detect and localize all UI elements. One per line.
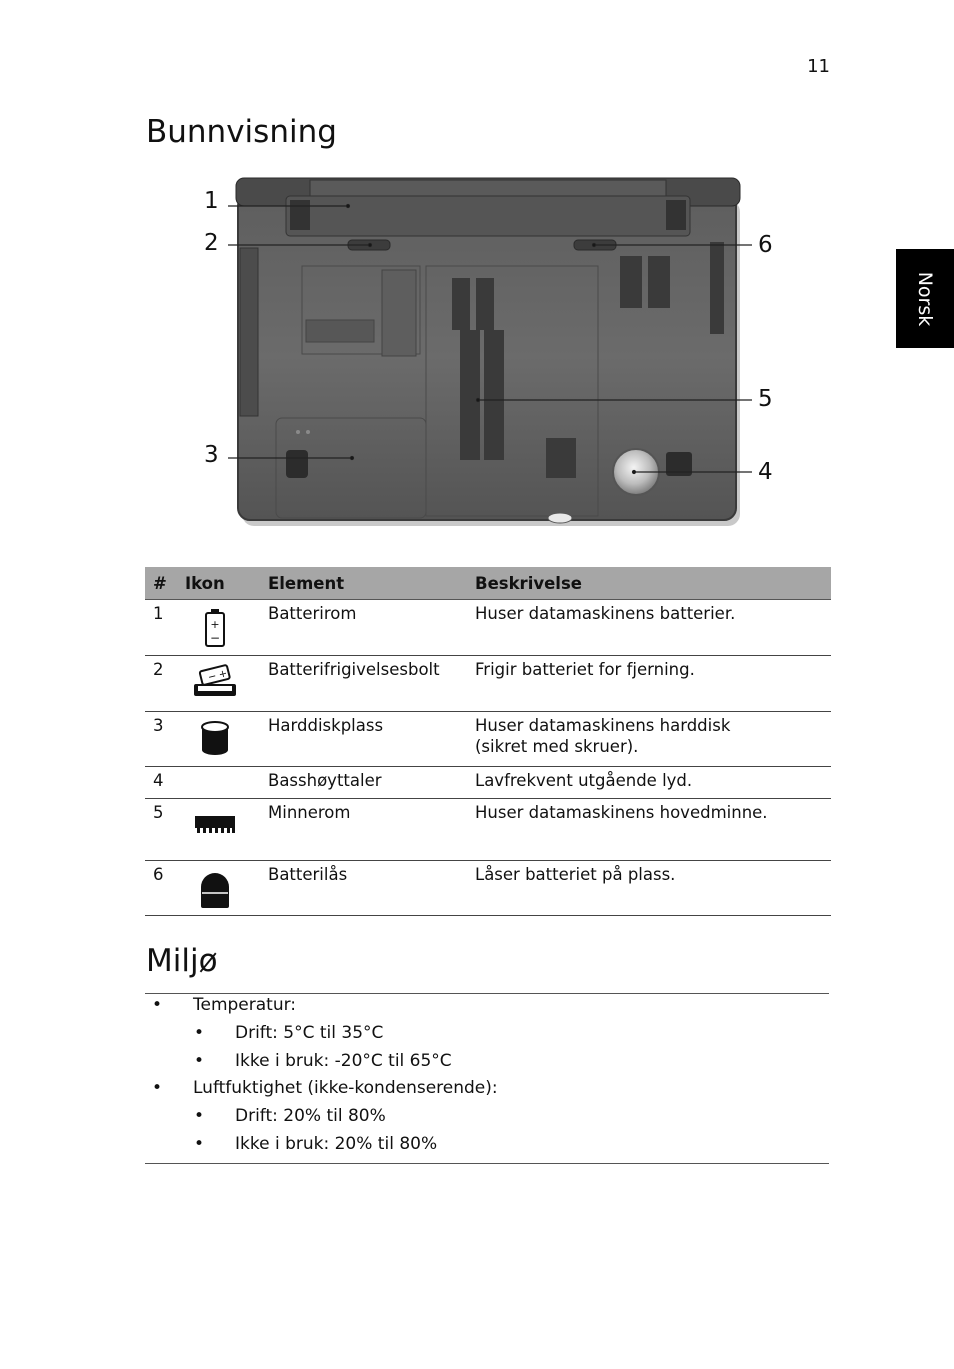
table-row: [145, 656, 831, 712]
row-element: Harddiskplass: [260, 712, 467, 767]
list-item: [235, 1134, 437, 1154]
row-number: 3: [145, 712, 185, 767]
svg-text:+: +: [217, 668, 229, 681]
list-item: [193, 1078, 498, 1098]
row-description-line-1: Huser datamaskinens harddisk: [475, 716, 731, 735]
language-side-tab: [896, 249, 954, 348]
list-item-text: Drift: 5°C til 35°C: [235, 1023, 384, 1043]
list-item-text: Ikke i bruk: -20°C til 65°C: [235, 1051, 452, 1071]
svg-text:−: −: [209, 631, 221, 645]
section-title-environment: Miljø: [146, 943, 218, 979]
svg-text:−: −: [206, 670, 218, 684]
row-description: Huser datamaskinens hovedminne.: [475, 803, 768, 822]
callout-3: 3: [204, 442, 219, 468]
battery-icon: [204, 608, 226, 648]
row-element: Minnerom: [260, 799, 467, 861]
divider-bottom: [145, 1163, 829, 1164]
hard-disk-icon: [200, 720, 230, 756]
row-icon-empty: [185, 767, 260, 799]
row-description: Låser batteriet på plass.: [475, 865, 676, 884]
row-description: Huser datamaskinens batterier.: [475, 604, 736, 623]
row-element: Basshøyttaler: [260, 767, 467, 799]
callout-2: 2: [204, 230, 219, 256]
table-header-row: [145, 567, 831, 600]
header-description: Beskrivelse: [467, 567, 831, 600]
row-number: 4: [145, 767, 185, 799]
parts-table: [145, 567, 831, 916]
header-element: Element: [260, 567, 467, 600]
list-item-text: Luftfuktighet (ikke-kondenserende):: [193, 1078, 498, 1098]
table-row: [145, 712, 831, 767]
divider-top: [145, 993, 829, 994]
page-number: 11: [807, 56, 830, 77]
svg-text:+: +: [210, 618, 220, 631]
row-number: 1: [145, 600, 185, 656]
laptop-bottom-figure: [190, 170, 790, 540]
battery-lock-icon: [199, 869, 231, 909]
battery-release-icon: [192, 664, 238, 698]
row-number: 5: [145, 799, 185, 861]
callout-1: 1: [204, 188, 219, 214]
table-row: [145, 600, 831, 656]
header-number: #: [145, 567, 185, 600]
row-element: Batterirom: [260, 600, 467, 656]
list-item-text: Drift: 20% til 80%: [235, 1106, 386, 1126]
list-item: [235, 1051, 452, 1071]
row-description-line-2: (sikret med skruer).: [475, 737, 639, 756]
callout-5: 5: [758, 386, 773, 412]
table-row: [145, 767, 831, 799]
row-element: Batterifrigivelsesbolt: [260, 656, 467, 712]
row-number: 6: [145, 861, 185, 916]
list-item: [235, 1023, 383, 1043]
list-item-text: Ikke i bruk: 20% til 80%: [235, 1134, 438, 1154]
row-description: Lavfrekvent utgående lyd.: [475, 771, 693, 790]
list-item: [193, 995, 296, 1015]
header-icon: Ikon: [185, 567, 260, 600]
table-row: [145, 799, 831, 861]
list-item-text: Temperatur:: [193, 995, 297, 1015]
callout-6: 6: [758, 232, 773, 258]
list-item: [235, 1106, 386, 1126]
table-row: [145, 861, 831, 916]
laptop-bottom-illustration: [190, 170, 790, 540]
language-label: Norsk: [914, 271, 936, 326]
memory-icon: [194, 814, 236, 834]
row-description: Frigir batteriet for fjerning.: [475, 660, 695, 679]
row-element: Batterilås: [260, 861, 467, 916]
row-number: 2: [145, 656, 185, 712]
section-title-bottom-view: Bunnvisning: [146, 114, 337, 150]
callout-4: 4: [758, 459, 773, 485]
